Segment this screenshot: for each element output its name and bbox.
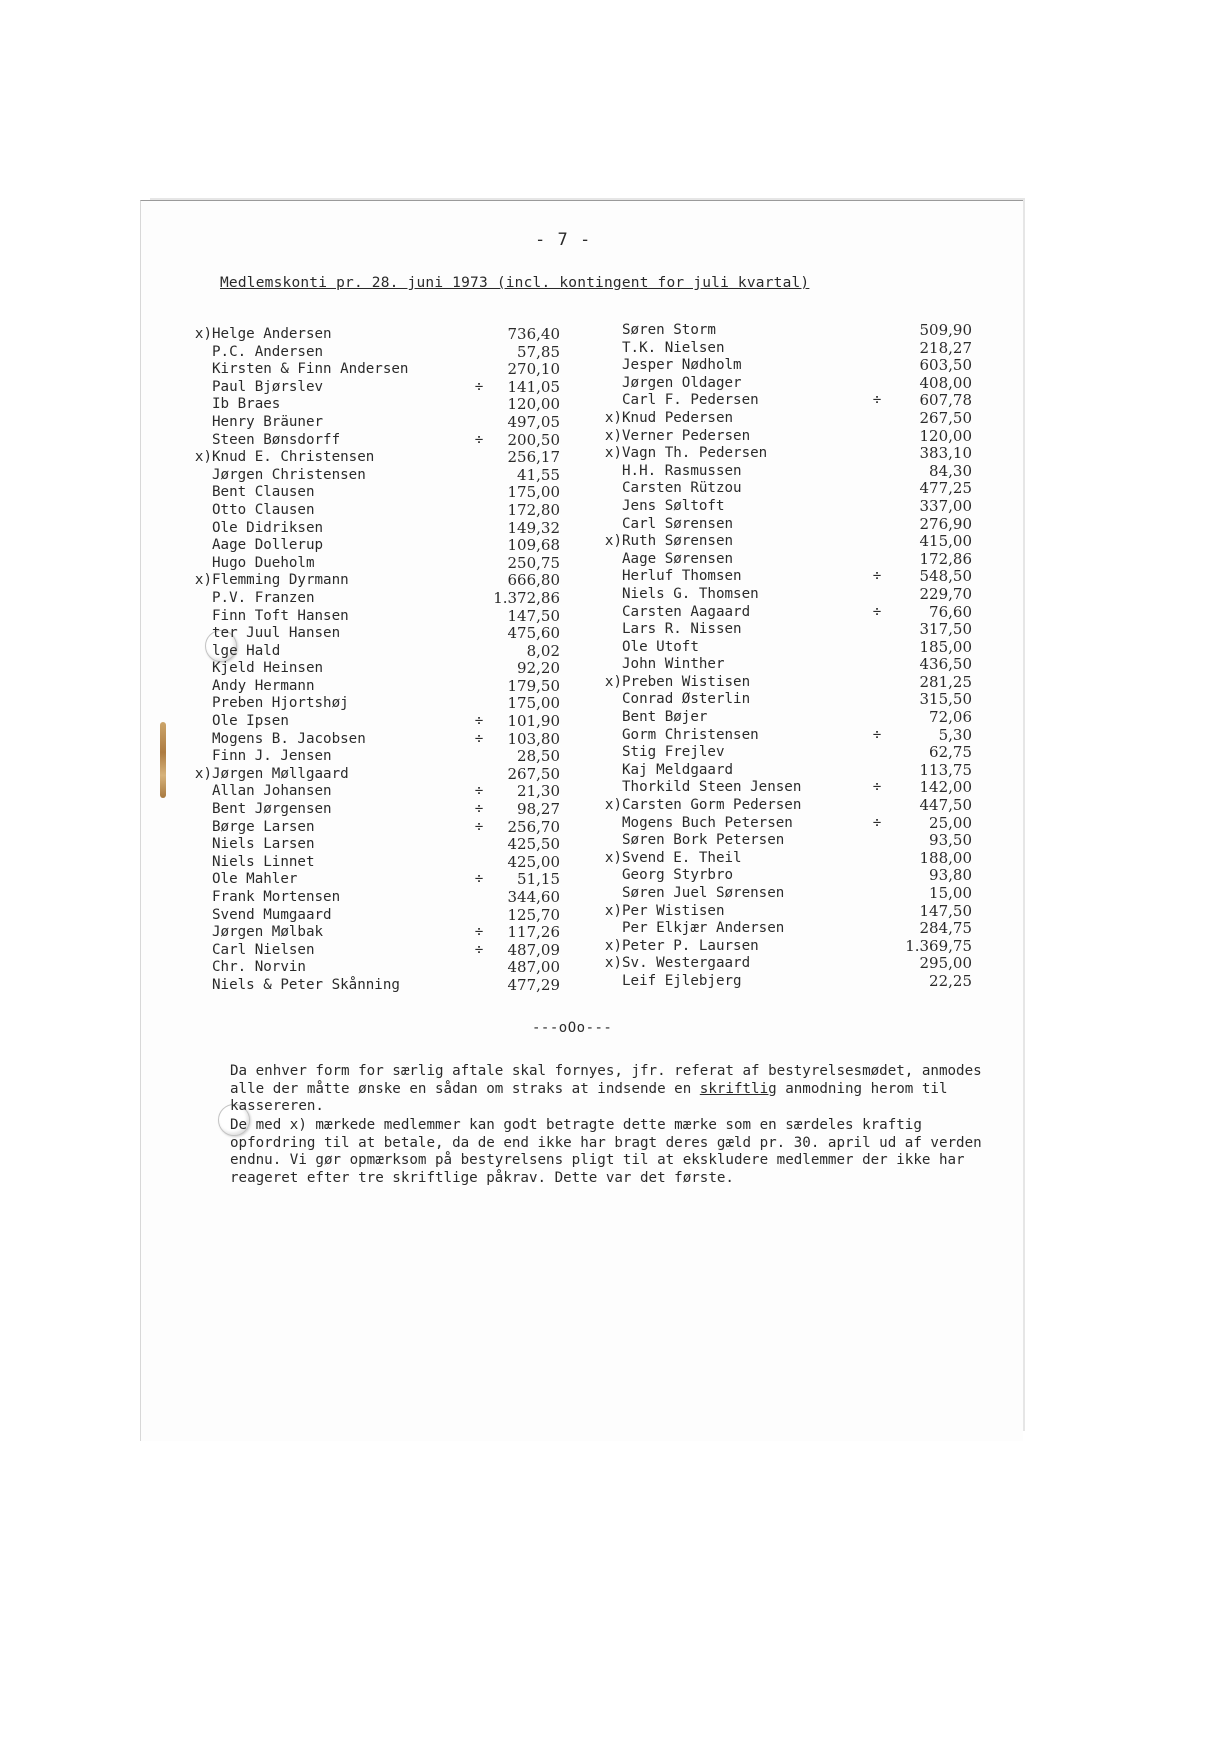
negative-sign: ÷ xyxy=(474,713,484,730)
member-row xyxy=(600,674,972,692)
member-row xyxy=(190,643,560,661)
member-row xyxy=(190,344,560,362)
balance-amount: 101,90 xyxy=(507,712,560,731)
balance-amount: 250,75 xyxy=(507,553,560,572)
balance-amount: 548,50 xyxy=(919,567,972,586)
member-row xyxy=(600,621,972,639)
balance-amount: 284,75 xyxy=(919,919,972,938)
member-name: Niels G. Thomsen xyxy=(622,585,759,602)
member-row xyxy=(600,797,972,815)
member-name: Leif Ejlebjerg xyxy=(622,972,742,989)
overdue-mark: x) xyxy=(604,533,622,550)
balance-amount: 21,30 xyxy=(517,782,560,801)
negative-sign: ÷ xyxy=(872,726,882,743)
member-name: Otto Clausen xyxy=(212,501,315,518)
negative-sign: ÷ xyxy=(872,603,882,620)
member-name: Børge Larsen xyxy=(212,818,315,835)
member-name: Aage Sørensen xyxy=(622,550,734,567)
balance-amount: 84,30 xyxy=(929,461,972,480)
balance-amount: 603,50 xyxy=(919,356,972,375)
member-row xyxy=(600,920,972,938)
member-name: Ole Utoft xyxy=(622,638,699,655)
member-name: Finn Toft Hansen xyxy=(212,607,349,624)
balance-amount: 147,50 xyxy=(919,901,972,920)
balance-amount: 25,00 xyxy=(929,813,972,832)
member-name: Carl F. Pedersen xyxy=(622,392,759,409)
member-row xyxy=(600,885,972,903)
balance-amount: 51,15 xyxy=(517,870,560,889)
balance-amount: 141,05 xyxy=(507,377,560,396)
member-name: Gorm Christensen xyxy=(622,726,759,743)
overdue-mark: x) xyxy=(194,449,212,466)
balance-amount: 487,00 xyxy=(507,958,560,977)
member-row xyxy=(600,815,972,833)
negative-sign: ÷ xyxy=(872,779,882,796)
member-name: Preben Hjortshøj xyxy=(212,695,349,712)
balance-amount: 62,75 xyxy=(929,743,972,762)
member-row xyxy=(190,660,560,678)
member-row xyxy=(190,326,560,344)
member-row xyxy=(190,467,560,485)
balance-amount: 475,60 xyxy=(507,624,560,643)
balance-amount: 175,00 xyxy=(507,694,560,713)
member-row xyxy=(190,678,560,696)
member-name: Søren Juel Sørensen xyxy=(622,885,785,901)
member-name: Søren Storm xyxy=(622,322,716,338)
member-name: Allan Johansen xyxy=(212,783,332,800)
member-row xyxy=(190,801,560,819)
member-row xyxy=(600,428,972,446)
member-name: Bent Clausen xyxy=(212,484,315,501)
member-row xyxy=(190,748,560,766)
member-row xyxy=(190,572,560,590)
balance-amount: 344,60 xyxy=(507,888,560,906)
member-row xyxy=(190,713,560,731)
balance-amount: 1.369,75 xyxy=(905,936,972,955)
member-name: Conrad Østerlin xyxy=(622,691,751,708)
balance-amount: 120,00 xyxy=(919,426,972,445)
balance-amount: 477,25 xyxy=(919,479,972,498)
notice-paragraph-1 xyxy=(230,1063,1010,1116)
member-row xyxy=(190,977,560,995)
member-name: Kirsten & Finn Andersen xyxy=(212,361,409,378)
balance-amount: 1.372,86 xyxy=(493,588,560,607)
member-row xyxy=(190,520,560,538)
member-name: Helge Andersen xyxy=(212,326,332,342)
member-row xyxy=(190,783,560,801)
member-name: Ole Mahler xyxy=(212,871,298,888)
balance-amount: 256,17 xyxy=(507,448,560,467)
notice-text: anmodning herom til kassereren. xyxy=(230,1080,948,1115)
member-row xyxy=(190,695,560,713)
staple-rust xyxy=(160,722,166,798)
balance-amount: 229,70 xyxy=(919,584,972,603)
member-row xyxy=(190,731,560,749)
balance-amount: 270,10 xyxy=(507,360,560,379)
member-row xyxy=(190,590,560,608)
member-row xyxy=(600,586,972,604)
member-row xyxy=(190,608,560,626)
member-row xyxy=(600,973,972,991)
member-row xyxy=(600,410,972,428)
member-row xyxy=(600,727,972,745)
balance-amount: 185,00 xyxy=(919,637,972,656)
balance-amount: 172,80 xyxy=(507,500,560,519)
member-row xyxy=(600,322,972,340)
member-name: Andy Hermann xyxy=(212,677,315,694)
balance-amount: 295,00 xyxy=(919,954,972,973)
member-name: Jørgen Møllgaard xyxy=(212,765,349,782)
balance-amount: 267,50 xyxy=(919,408,972,427)
balance-amount: 113,75 xyxy=(919,760,972,779)
member-row xyxy=(190,854,560,872)
member-name: Niels Larsen xyxy=(212,836,315,853)
balance-amount: 147,50 xyxy=(507,606,560,625)
balance-amount: 175,00 xyxy=(507,483,560,502)
member-name: Peter P. Laursen xyxy=(622,937,759,954)
member-name: Ruth Sørensen xyxy=(622,533,734,550)
member-name: Carsten Gorm Pedersen xyxy=(622,797,802,814)
member-name: Niels & Peter Skånning xyxy=(212,976,400,993)
member-row xyxy=(600,340,972,358)
member-row xyxy=(190,502,560,520)
balance-amount: 109,68 xyxy=(507,536,560,555)
member-row xyxy=(190,361,560,379)
overdue-mark: x) xyxy=(604,955,622,972)
notice-text: Da enhver form for særlig aftale skal fornyes, jfr. referat af bestyrelsesmødet, anmodes alle der måtte ønske en sådan om straks at indsende en xyxy=(230,1063,982,1097)
member-name: Per Wistisen xyxy=(622,902,725,919)
balance-amount: 383,10 xyxy=(919,444,972,463)
overdue-mark: x) xyxy=(194,572,212,589)
member-row xyxy=(600,604,972,622)
member-row xyxy=(190,449,560,467)
member-row xyxy=(600,392,972,410)
member-name: Paul Bjørslev xyxy=(212,378,324,395)
balance-amount: 337,00 xyxy=(919,496,972,515)
member-name: Bent Jørgensen xyxy=(212,801,332,818)
member-name: Ib Braes xyxy=(212,396,281,413)
member-name: Kjeld Heinsen xyxy=(212,660,324,677)
balance-amount: 98,27 xyxy=(517,800,560,819)
member-list-right xyxy=(600,322,972,991)
member-name: Knud Pedersen xyxy=(622,409,734,426)
member-row xyxy=(600,498,972,516)
member-name: Herluf Thomsen xyxy=(622,568,742,585)
member-row xyxy=(600,832,972,850)
negative-sign: ÷ xyxy=(872,814,882,831)
member-name: Frank Mortensen xyxy=(212,889,341,905)
balance-amount: 5,30 xyxy=(938,725,972,744)
overdue-mark: x) xyxy=(604,673,622,690)
member-row xyxy=(190,379,560,397)
balance-amount: 125,70 xyxy=(507,905,560,924)
member-name: Sv. Westergaard xyxy=(622,955,751,972)
member-row xyxy=(190,555,560,573)
member-name: Ole Ipsen xyxy=(212,713,289,730)
member-row xyxy=(600,357,972,375)
member-name: Carsten Aagaard xyxy=(622,603,751,620)
balance-amount: 200,50 xyxy=(507,430,560,449)
balance-amount: 487,09 xyxy=(507,940,560,959)
member-name: Mogens B. Jacobsen xyxy=(212,730,366,747)
balance-amount: 267,50 xyxy=(507,764,560,783)
member-name: Hugo Dueholm xyxy=(212,554,315,571)
balance-amount: 92,20 xyxy=(517,659,560,678)
negative-sign: ÷ xyxy=(872,392,882,409)
member-row xyxy=(190,396,560,414)
member-name: Carsten Rützou xyxy=(622,480,742,497)
member-name: Jørgen Christensen xyxy=(212,466,366,483)
member-name: Svend Mumgaard xyxy=(212,906,332,923)
page-number: - 7 - xyxy=(535,230,592,250)
balance-amount: 22,25 xyxy=(929,971,972,990)
member-list-left xyxy=(190,326,560,995)
member-name: Carl Nielsen xyxy=(212,941,315,958)
member-row xyxy=(600,709,972,727)
member-row xyxy=(190,959,560,977)
member-row xyxy=(600,867,972,885)
balance-amount: 117,26 xyxy=(507,923,560,942)
member-row xyxy=(190,819,560,837)
member-row xyxy=(600,850,972,868)
member-row xyxy=(600,762,972,780)
underlined-word: skriftlig xyxy=(699,1080,777,1097)
negative-sign: ÷ xyxy=(474,801,484,818)
member-row xyxy=(600,551,972,569)
balance-amount: 41,55 xyxy=(517,465,560,484)
negative-sign: ÷ xyxy=(474,924,484,941)
member-row xyxy=(600,516,972,534)
balance-amount: 509,90 xyxy=(919,321,972,339)
balance-amount: 72,06 xyxy=(929,708,972,727)
member-name: Jesper Nødholm xyxy=(622,357,742,374)
member-name: T.K. Nielsen xyxy=(622,339,725,356)
member-name: Finn J. Jensen xyxy=(212,748,332,765)
balance-amount: 188,00 xyxy=(919,848,972,867)
balance-amount: 317,50 xyxy=(919,620,972,639)
member-name: Steen Bønsdorff xyxy=(212,431,341,448)
balance-amount: 93,80 xyxy=(929,866,972,885)
member-row xyxy=(190,414,560,432)
balance-amount: 607,78 xyxy=(919,391,972,410)
member-name: Thorkild Steen Jensen xyxy=(622,779,802,796)
overdue-mark: x) xyxy=(194,326,212,342)
negative-sign: ÷ xyxy=(474,378,484,395)
member-name: Bent Bøjer xyxy=(622,709,708,726)
member-row xyxy=(190,924,560,942)
negative-sign: ÷ xyxy=(474,941,484,958)
overdue-mark: x) xyxy=(194,765,212,782)
member-row xyxy=(600,955,972,973)
member-row xyxy=(600,779,972,797)
member-name: John Winther xyxy=(622,656,725,673)
overdue-mark: x) xyxy=(604,797,622,814)
overdue-mark: x) xyxy=(604,937,622,954)
balance-amount: 103,80 xyxy=(507,729,560,748)
member-name: Henry Bräuner xyxy=(212,413,324,430)
balance-amount: 142,00 xyxy=(919,778,972,797)
member-name: Preben Wistisen xyxy=(622,673,751,690)
member-name: Knud E. Christensen xyxy=(212,449,375,466)
member-name: Carl Sørensen xyxy=(622,515,734,532)
balance-amount: 497,05 xyxy=(507,412,560,431)
negative-sign: ÷ xyxy=(474,431,484,448)
overdue-mark: x) xyxy=(604,427,622,444)
balance-amount: 57,85 xyxy=(517,342,560,361)
balance-amount: 28,50 xyxy=(517,747,560,766)
balance-amount: 425,00 xyxy=(507,852,560,871)
notice-paragraph-2: De med x) mærkede medlemmer kan godt betragte dette mærke som en særdeles kraftig opfordring til at betale, da de end ikke har bragt deres gæld pr. 30. april ud af verden endnu. Vi gør opmærksom på bestyrelsens pligt til at ekskludere medlemmer der ikke har reageret efter tre skriftlige påkrav. Dette var det første. xyxy=(230,1117,982,1186)
balance-amount: 425,50 xyxy=(507,835,560,854)
negative-sign: ÷ xyxy=(474,871,484,888)
member-row xyxy=(600,938,972,956)
balance-amount: 315,50 xyxy=(919,690,972,709)
member-name: Ole Didriksen xyxy=(212,519,324,536)
balance-amount: 149,32 xyxy=(507,518,560,537)
member-name: ter Juul Hansen xyxy=(212,625,341,642)
overdue-mark: x) xyxy=(604,445,622,462)
balance-amount: 477,29 xyxy=(507,975,560,994)
section-divider: ---oOo--- xyxy=(532,1020,613,1036)
balance-amount: 15,00 xyxy=(929,884,972,902)
balance-amount: 436,50 xyxy=(919,655,972,674)
member-name: Verner Pedersen xyxy=(622,427,751,444)
negative-sign: ÷ xyxy=(474,730,484,747)
overdue-mark: x) xyxy=(604,902,622,919)
page-heading: Medlemskonti pr. 28. juni 1973 (incl. kontingent for juli kvartal) xyxy=(220,275,810,291)
member-row xyxy=(190,889,560,907)
member-row xyxy=(190,766,560,784)
member-row xyxy=(600,480,972,498)
balance-amount: 415,00 xyxy=(919,532,972,551)
member-name: Per Elkjær Andersen xyxy=(622,920,785,937)
overdue-mark: x) xyxy=(604,849,622,866)
member-row xyxy=(600,639,972,657)
member-name: lge Hald xyxy=(212,642,281,659)
member-name: Vagn Th. Pedersen xyxy=(622,445,768,462)
balance-amount: 172,86 xyxy=(919,549,972,568)
member-row xyxy=(600,691,972,709)
balance-amount: 120,00 xyxy=(507,395,560,414)
balance-amount: 281,25 xyxy=(919,672,972,691)
member-row xyxy=(190,625,560,643)
member-row xyxy=(600,445,972,463)
member-name: P.V. Franzen xyxy=(212,589,315,606)
balance-amount: 666,80 xyxy=(507,571,560,590)
member-name: P.C. Andersen xyxy=(212,343,324,360)
member-name: Chr. Norvin xyxy=(212,959,306,976)
member-name: Kaj Meldgaard xyxy=(622,761,734,778)
balance-amount: 93,50 xyxy=(929,831,972,850)
balance-amount: 8,02 xyxy=(526,641,560,660)
negative-sign: ÷ xyxy=(474,818,484,835)
negative-sign: ÷ xyxy=(872,568,882,585)
member-row xyxy=(600,903,972,921)
member-name: Søren Bork Petersen xyxy=(622,832,785,849)
member-name: Aage Dollerup xyxy=(212,537,324,554)
member-row xyxy=(600,744,972,762)
balance-amount: 256,70 xyxy=(507,817,560,836)
member-name: Jørgen Oldager xyxy=(622,374,742,391)
member-row xyxy=(600,533,972,551)
member-name: Lars R. Nissen xyxy=(622,621,742,638)
member-row xyxy=(190,871,560,889)
member-row xyxy=(600,568,972,586)
member-name: Georg Styrbro xyxy=(622,867,734,884)
member-row xyxy=(190,537,560,555)
member-row xyxy=(190,907,560,925)
balance-amount: 218,27 xyxy=(919,338,972,357)
member-name: Mogens Buch Petersen xyxy=(622,814,793,831)
member-row xyxy=(190,484,560,502)
balance-amount: 408,00 xyxy=(919,373,972,392)
balance-amount: 276,90 xyxy=(919,514,972,533)
member-name: Svend E. Theil xyxy=(622,849,742,866)
member-name: Stig Frejlev xyxy=(622,744,725,761)
member-row xyxy=(190,942,560,960)
balance-amount: 736,40 xyxy=(507,325,560,343)
member-row xyxy=(600,375,972,393)
member-name: Jørgen Mølbak xyxy=(212,924,324,941)
member-name: Jens Søltoft xyxy=(622,497,725,514)
member-row xyxy=(190,432,560,450)
balance-amount: 447,50 xyxy=(919,796,972,815)
member-row xyxy=(600,656,972,674)
member-name: Flemming Dyrmann xyxy=(212,572,349,589)
overdue-mark: x) xyxy=(604,409,622,426)
member-row xyxy=(190,836,560,854)
member-row xyxy=(600,463,972,481)
member-name: Niels Linnet xyxy=(212,853,315,870)
negative-sign: ÷ xyxy=(474,783,484,800)
balance-amount: 179,50 xyxy=(507,676,560,695)
balance-amount: 76,60 xyxy=(929,602,972,621)
member-name: H.H. Rasmussen xyxy=(622,462,742,479)
